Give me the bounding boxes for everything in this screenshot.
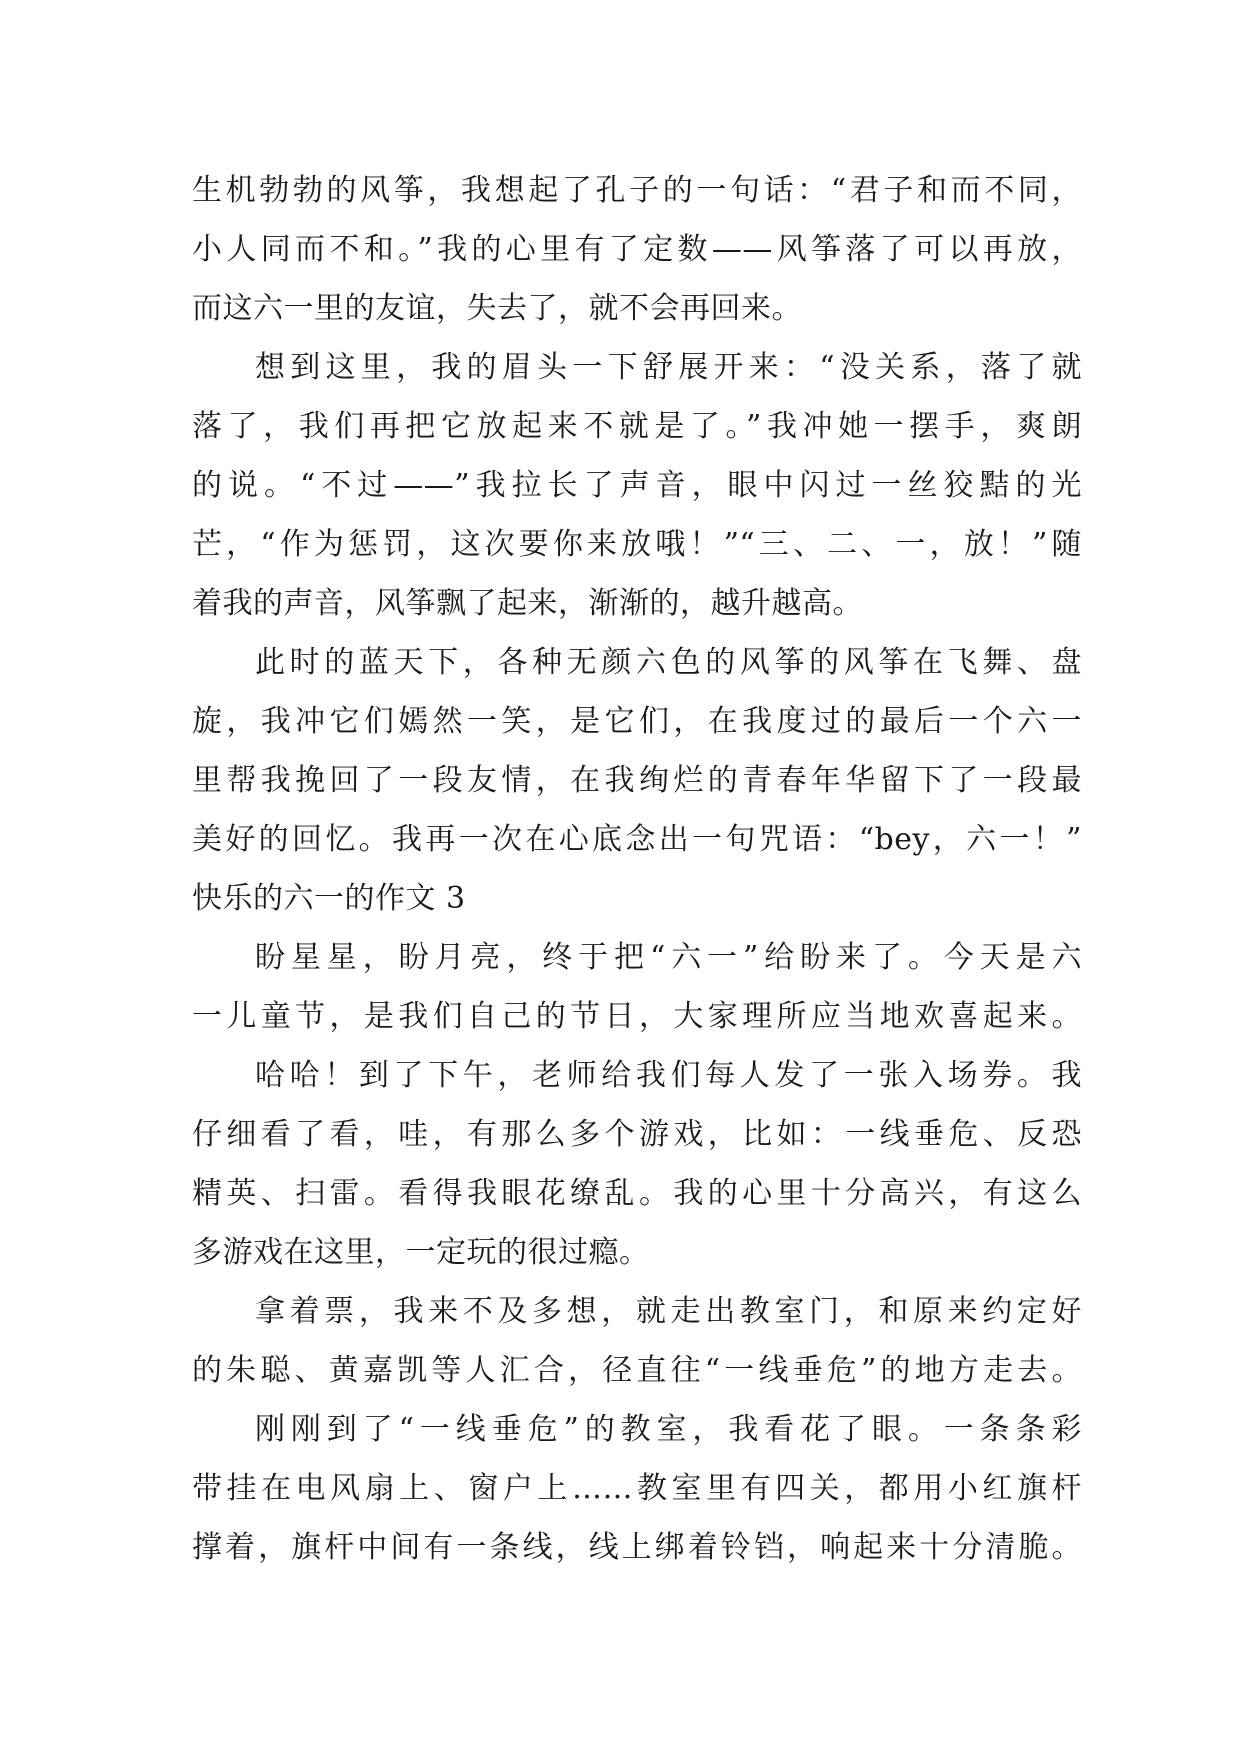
text-line: 落了，我们再把它放起来不就是了。”我冲她一摆手，爽朗 — [192, 409, 1082, 444]
text-line: 的朱聪、黄嘉凯等人汇合，径直往“一线垂危”的地方走去。 — [192, 1353, 1082, 1388]
text-line: 一儿童节，是我们自己的节日，大家理所应当地欢喜起来。 — [192, 999, 1082, 1034]
text-line: 撑着，旗杆中间有一条线，线上绑着铃铛，响起来十分清脆。 — [192, 1530, 1082, 1565]
text-line: 多游戏在这里，一定玩的很过瘾。 — [192, 1235, 650, 1270]
text-line: 精英、扫雷。看得我眼花缭乱。我的心里十分高兴，有这么 — [192, 1176, 1082, 1211]
paragraph-first-line: 拿着票，我来不及多想，就走出教室门，和原来约定好 — [255, 1294, 1082, 1329]
text-line: 芒，“作为惩罚，这次要你来放哦！”“三、二、一，放！”随 — [192, 527, 1082, 562]
text-line: 着我的声音，风筝飘了起来，渐渐的，越升越高。 — [192, 586, 863, 621]
paragraph-first-line: 想到这里，我的眉头一下舒展开来：“没关系，落了就 — [255, 350, 1082, 385]
essay-title: 快乐的六一的作文 3 — [192, 881, 466, 916]
text-line: 的说。“不过——”我拉长了声音，眼中闪过一丝狡黠的光 — [192, 468, 1082, 503]
text-line: 美好的回忆。我再一次在心底念出一句咒语：“bey，六一！” — [192, 822, 1082, 857]
paragraph-first-line: 哈哈！到了下午，老师给我们每人发了一张入场券。我 — [255, 1058, 1082, 1093]
paragraph-first-line: 此时的蓝天下，各种无颜六色的风筝的风筝在飞舞、盘 — [255, 645, 1082, 680]
text-line: 仔细看了看，哇，有那么多个游戏，比如：一线垂危、反恐 — [192, 1117, 1082, 1152]
text-line: 旋，我冲它们嫣然一笑，是它们，在我度过的最后一个六一 — [192, 704, 1082, 739]
text-line: 生机勃勃的风筝，我想起了孔子的一句话：“君子和而不同， — [192, 173, 1082, 208]
essay-body — [192, 161, 1082, 1577]
text-line: 里帮我挽回了一段友情，在我绚烂的青春年华留下了一段最 — [192, 763, 1082, 798]
text-line: 带挂在电风扇上、窗户上……教室里有四关，都用小红旗杆 — [192, 1471, 1082, 1506]
text-line: 小人同而不和。”我的心里有了定数——风筝落了可以再放， — [192, 232, 1082, 267]
paragraph-first-line: 盼星星，盼月亮，终于把“六一”给盼来了。今天是六 — [255, 940, 1082, 975]
paragraph-first-line: 刚刚到了“一线垂危”的教室，我看花了眼。一条条彩 — [255, 1412, 1082, 1447]
text-line: 而这六一里的友谊，失去了，就不会再回来。 — [192, 291, 802, 326]
